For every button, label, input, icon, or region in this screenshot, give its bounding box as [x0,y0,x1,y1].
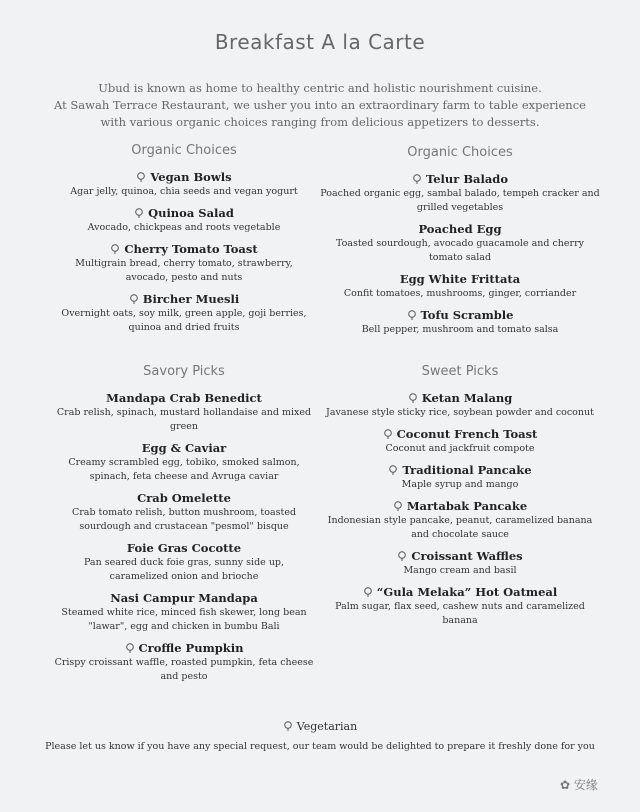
intro-line: At Sawah Terrace Restaurant, we usher you into an extraordinary farm to table experience [54,98,586,112]
section-right-organic [320,145,600,344]
watermark [560,776,598,793]
menu-item-description: Mango cream and basil [403,565,517,576]
menu-item-name [54,591,314,606]
menu-item-description: Crispy croissant waffle, roasted pumpkin, feta cheese and pesto [54,657,314,682]
intro-text [40,80,600,131]
vegetarian-legend [0,720,640,733]
intro-line: with various organic choices ranging from delicious appetizers to desserts. [100,115,540,129]
menu-item-name-text: Egg & Caviar [141,441,227,455]
menu-item-name [54,206,314,221]
vegetarian-icon [125,643,135,653]
menu-item-name [54,641,314,656]
menu-item-description: Maple syrup and mango [401,479,519,490]
menu-item-description: Steamed white rice, minced fish skewer, long bean "lawar", egg and chicken in bumbu Bali [61,607,307,632]
menu-item [320,463,600,492]
menu-item-name [320,463,600,478]
menu-item-name-text: Bircher Muesli [142,292,240,306]
vegetarian-icon [397,551,407,561]
menu-item-description: Indonesian style pancake, peanut, caramelized banana and chocolate sauce [327,515,593,540]
section-heading: Sweet Picks [421,364,499,379]
menu-item-name-text: Nasi Campur Mandapa [110,591,258,605]
menu-item [320,272,600,301]
menu-item-name [54,170,314,185]
menu-item-description: Creamy scrambled egg, tobiko, smoked salmon, spinach, feta cheese and Avruga caviar [68,457,300,482]
vegetarian-icon [388,465,398,475]
menu-item-name-text: Vegan Bowls [150,170,232,184]
menu-item-description: Palm sugar, flax seed, cashew nuts and caramelized banana [335,601,585,626]
watermark-text: 安缘 [573,778,598,792]
vegetarian-icon [129,294,139,304]
vegetarian-icon [110,244,120,254]
menu-item-name [320,172,600,187]
wechat-icon: ✿ [560,778,571,792]
menu-item-name-text: Cherry Tomato Toast [124,242,258,256]
menu-item [320,549,600,578]
menu-item [320,308,600,337]
section-sweet [320,364,600,635]
menu-item-name-text: Traditional Pancake [402,463,532,477]
menu-item-description: Confit tomatoes, mushrooms, ginger, corriander [343,288,577,299]
intro-line: Ubud is known as home to healthy centric and holistic nourishment cuisine. [98,81,542,95]
vegetarian-icon [136,172,146,182]
page-title: Breakfast A la Carte [214,30,426,54]
menu-item-name-text: “Gula Melaka” Hot Oatmeal [376,585,558,599]
menu-item-name-text: Mandapa Crab Benedict [106,391,262,405]
legend-label: Vegetarian [296,720,358,733]
menu-item [54,441,314,484]
menu-item-name-text: Egg White Frittata [399,272,521,286]
menu-item-name-text: Croffle Pumpkin [138,641,244,655]
menu-item [54,170,314,199]
menu-item [54,541,314,584]
menu-item-name-text: Tofu Scramble [420,308,514,322]
menu-item-name-text: Crab Omelette [137,491,231,505]
menu-item-name-text: Telur Balado [425,172,509,186]
menu-item-description: Agar jelly, quinoa, chia seeds and vegan yogurt [70,186,298,197]
section-left-organic [54,143,314,342]
menu-item-name [320,499,600,514]
menu-item-name-text: Ketan Malang [421,391,513,405]
menu-item [320,222,600,265]
menu-item [54,242,314,285]
menu-item-description: Avocado, chickpeas and roots vegetable [87,222,281,233]
vegetarian-icon [393,501,403,511]
menu-item [54,591,314,634]
vegetarian-icon [134,208,144,218]
menu-item-description: Overnight oats, soy milk, green apple, goji berries, quinoa and dried fruits [61,308,307,333]
vegetarian-icon [412,174,422,184]
vegetarian-icon [283,721,293,731]
special-request-note: Please let us know if you have any special request, our team would be delighted to prepare it freshly done for you [45,741,595,752]
menu-item [54,391,314,434]
menu-item-description: Bell pepper, mushroom and tomato salsa [361,324,559,335]
menu-item-description: Crab tomato relish, button mushroom, toasted sourdough and crustacean "pesmol" bisque [71,507,297,532]
menu-item-name [320,585,600,600]
menu-item-description: Poached organic egg, sambal balado, tempeh cracker and grilled vegetables [320,188,600,213]
menu-item-description: Toasted sourdough, avocado guacamole and cherry tomato salad [335,238,585,263]
menu-item-name [320,427,600,442]
menu-item [320,585,600,628]
menu-item-name-text: Coconut French Toast [396,427,538,441]
menu-item [54,491,314,534]
section-savory [54,364,314,691]
menu-item [320,427,600,456]
vegetarian-icon [407,310,417,320]
vegetarian-icon [408,393,418,403]
menu-item-description: Pan seared duck foie gras, sunny side up, caramelized onion and brioche [83,557,285,582]
menu-item-name [320,308,600,323]
menu-item [54,292,314,335]
menu-item [320,499,600,542]
menu-item [320,172,600,215]
menu-item-name [320,549,600,564]
menu-item-name [54,541,314,556]
menu-item-description: Multigrain bread, cherry tomato, strawberry, avocado, pesto and nuts [75,258,293,283]
menu-item-name [320,272,600,287]
menu-item-name [54,292,314,307]
menu-item-name [54,242,314,257]
menu-item-name-text: Martabak Pancake [406,499,528,513]
menu-item-name [54,391,314,406]
menu-item-name-text: Poached Egg [418,222,502,236]
vegetarian-icon [383,429,393,439]
menu-item-name [54,491,314,506]
menu-item-name-text: Foie Gras Cocotte [126,541,242,555]
menu-item-name-text: Quinoa Salad [148,206,234,220]
menu-item-description: Coconut and jackfruit compote [385,443,535,454]
section-heading: Organic Choices [131,143,237,158]
menu-item-name [320,391,600,406]
menu-item [54,206,314,235]
vegetarian-icon [363,587,373,597]
menu-item-name [54,441,314,456]
menu-item-name [320,222,600,237]
menu-item-description: Javanese style sticky rice, soybean powder and coconut [326,407,594,418]
menu-item [320,391,600,420]
menu-item [54,641,314,684]
menu-item-name-text: Croissant Waffles [411,549,523,563]
section-heading: Savory Picks [143,364,225,379]
menu-item-description: Crab relish, spinach, mustard hollandaise and mixed green [56,407,312,432]
section-heading: Organic Choices [407,145,513,160]
